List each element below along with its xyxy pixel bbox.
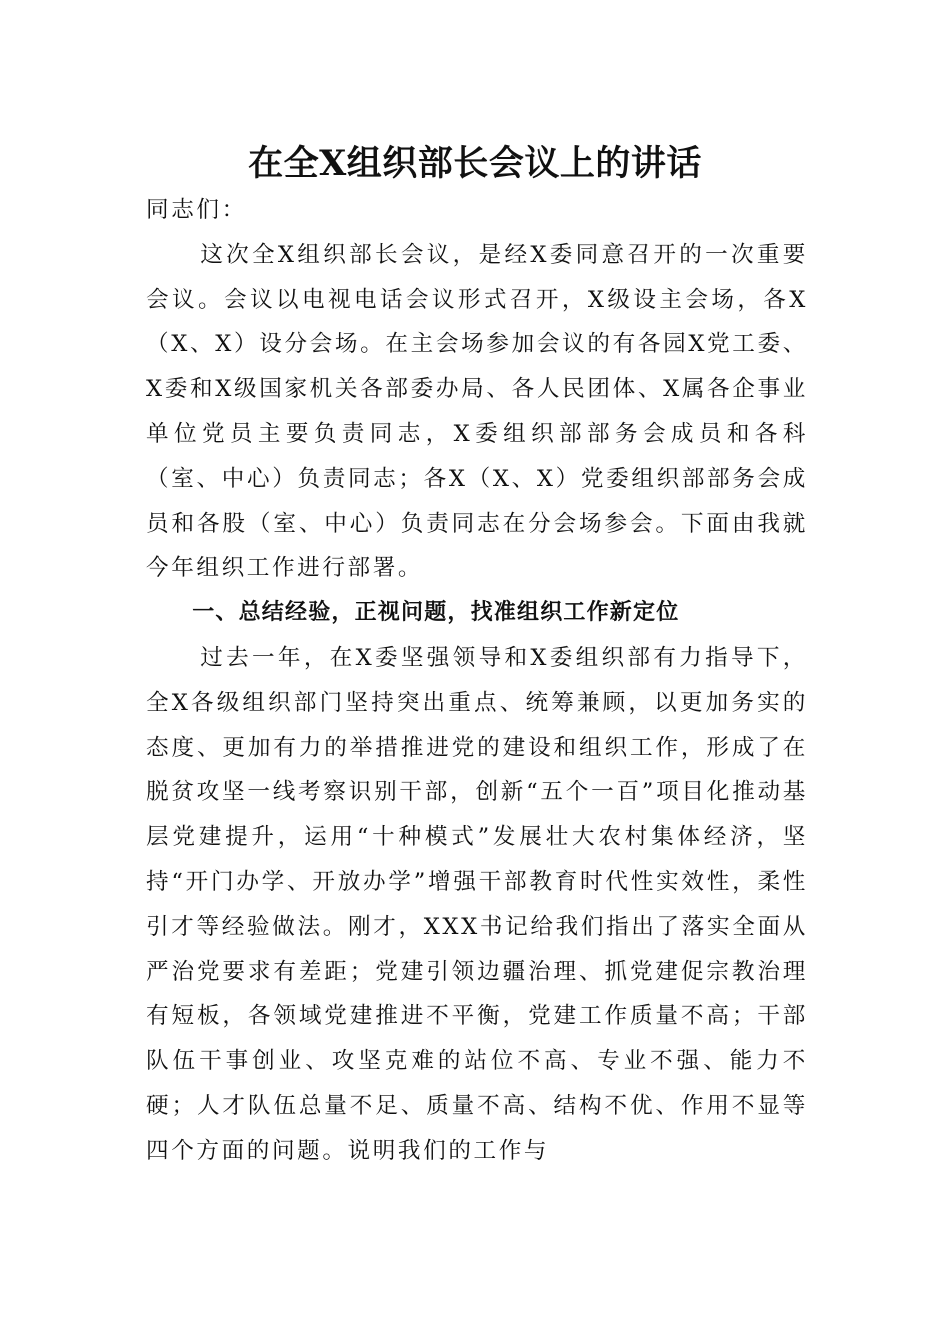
document-title: 在全X组织部长会议上的讲话 [248, 143, 702, 185]
section-heading: 一、总结经验，正视问题，找准组织工作新定位 [192, 600, 680, 626]
document-body [146, 188, 808, 1174]
paragraph-summary: 过去一年，在X委坚强领导和X委组织部有力指导下，全X各级组织部门坚持突出重点、统筹兼顾，以更加务实的态度、更加有力的举措推进党的建设和组织工作，形成了在脱贫攻坚一线考察识别干部，创新“五个一百”项目化推动基层党建提升，运用“十种模式”发展壮大农村集体经济，坚持“开门办学、开放办学”增强干部教育时代性实效性，柔性引才等经验做法。刚才，XXX书记给我们指出了落实全面从严治党要求有差距；党建引领边疆治理、抓党建促宗教治理有短板，各领域党建推进不平衡，党建工作质量不高；干部队伍干事创业、攻坚克难的站位不高、专业不强、能力不硬；人才队伍总量不足、质量不高、结构不优、作用不显等四个方面的问题。说明我们的工作与 [146, 644, 808, 1164]
salutation: 同志们： [146, 197, 247, 223]
paragraph-intro: 这次全X组织部长会议，是经X委同意召开的一次重要会议。会议以电视电话会议形式召开，X级设主会场，各X（X、X）设分会场。在主会场参加会议的有各园X党工委、X委和X级国家机关各部委办局、各人民团体、X属各企事业单位党员主要负责同志，X委组织部部务会成员和各科（室、中心）负责同志；各X（X、X）党委组织部部务会成员和各股（室、中心）负责同志在分会场参会。下面由我就今年组织工作进行部署。 [146, 241, 808, 582]
